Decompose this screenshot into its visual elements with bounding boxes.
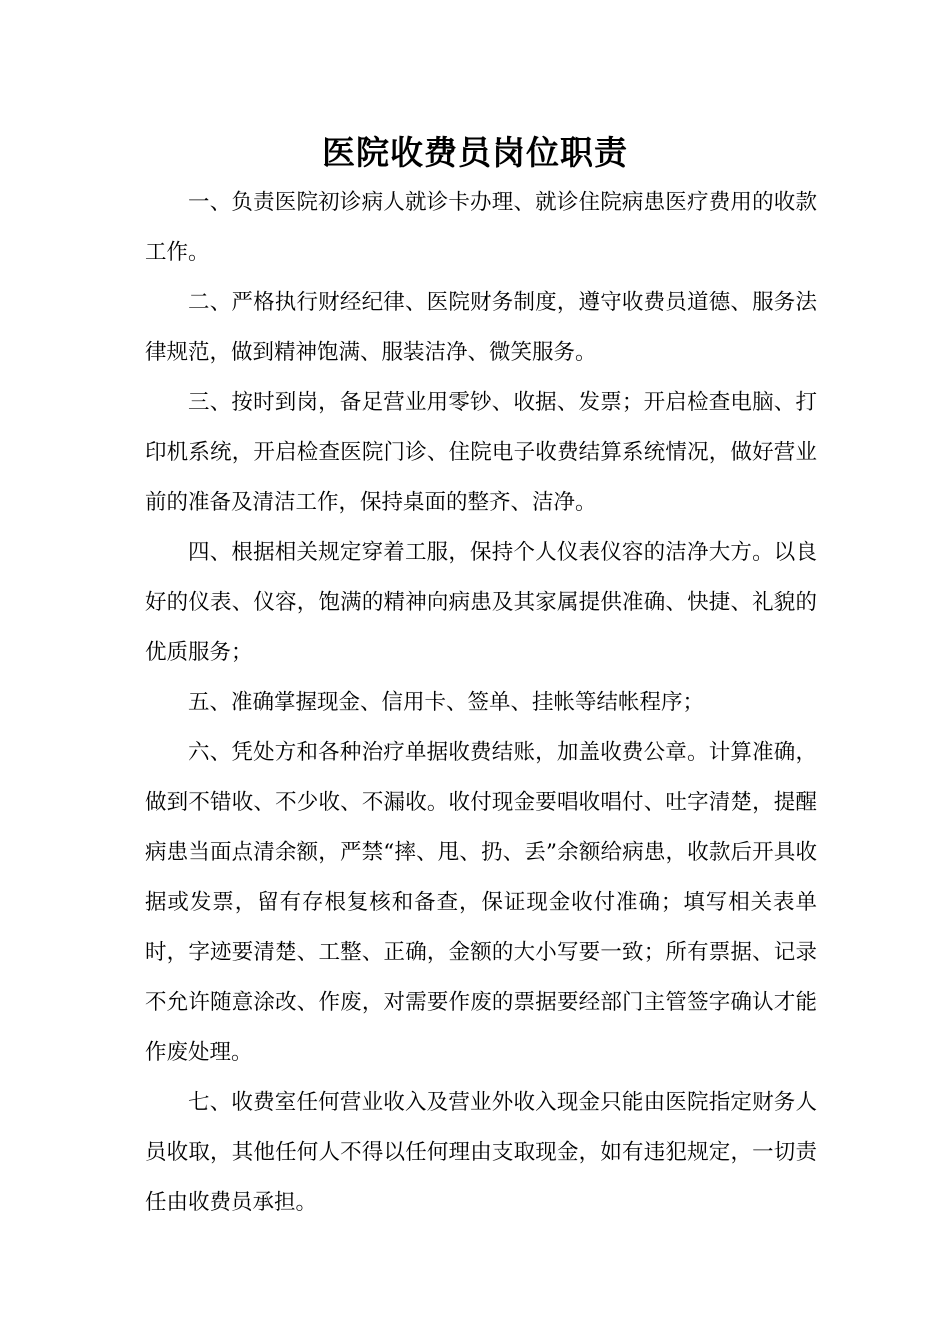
- duty-paragraph-2: 二、严格执行财经纪律、医院财务制度，遵守收费员道德、服务法律规范，做到精神饱满、服装洁净、微笑服务。: [145, 290, 817, 365]
- duty-paragraph-4: 四、根据相关规定穿着工服，保持个人仪表仪容的洁净大方。以良好的仪表、仪容，饱满的精神向病患及其家属提供准确、快捷、礼貌的优质服务；: [145, 540, 817, 665]
- document-title: 医院收费员岗位职责: [322, 133, 628, 172]
- duty-paragraph-1: 一、负责医院初诊病人就诊卡办理、就诊住院病患医疗费用的收款工作。: [145, 190, 817, 265]
- duty-paragraph-7: 七、收费室任何营业收入及营业外收入现金只能由医院指定财务人员收取，其他任何人不得以任何理由支取现金，如有违犯规定，一切责任由收费员承担。: [145, 1090, 817, 1215]
- duty-paragraph-3: 三、按时到岗，备足营业用零钞、收据、发票；开启检查电脑、打印机系统，开启检查医院门诊、住院电子收费结算系统情况，做好营业前的准备及清洁工作，保持桌面的整齐、洁净。: [145, 390, 817, 515]
- duty-paragraph-5: 五、准确掌握现金、信用卡、签单、挂帐等结帐程序；: [188, 690, 705, 715]
- duty-paragraph-6: 六、凭处方和各种治疗单据收费结账，加盖收费公章。计算准确，做到不错收、不少收、不漏收。收付现金要唱收唱付、吐字清楚，提醒病患当面点清余额，严禁“摔、甩、扔、丢”余额给病患，收款后开具收据或发票，留有存根复核和备查，保证现金收付准确；填写相关表单时，字迹要清楚、工整、正确，金额的大小写要一致；所有票据、记录不允许随意涂改、作废，对需要作废的票据要经部门主管签字确认才能作废处理。: [145, 740, 817, 1065]
- document-body: [145, 178, 817, 1228]
